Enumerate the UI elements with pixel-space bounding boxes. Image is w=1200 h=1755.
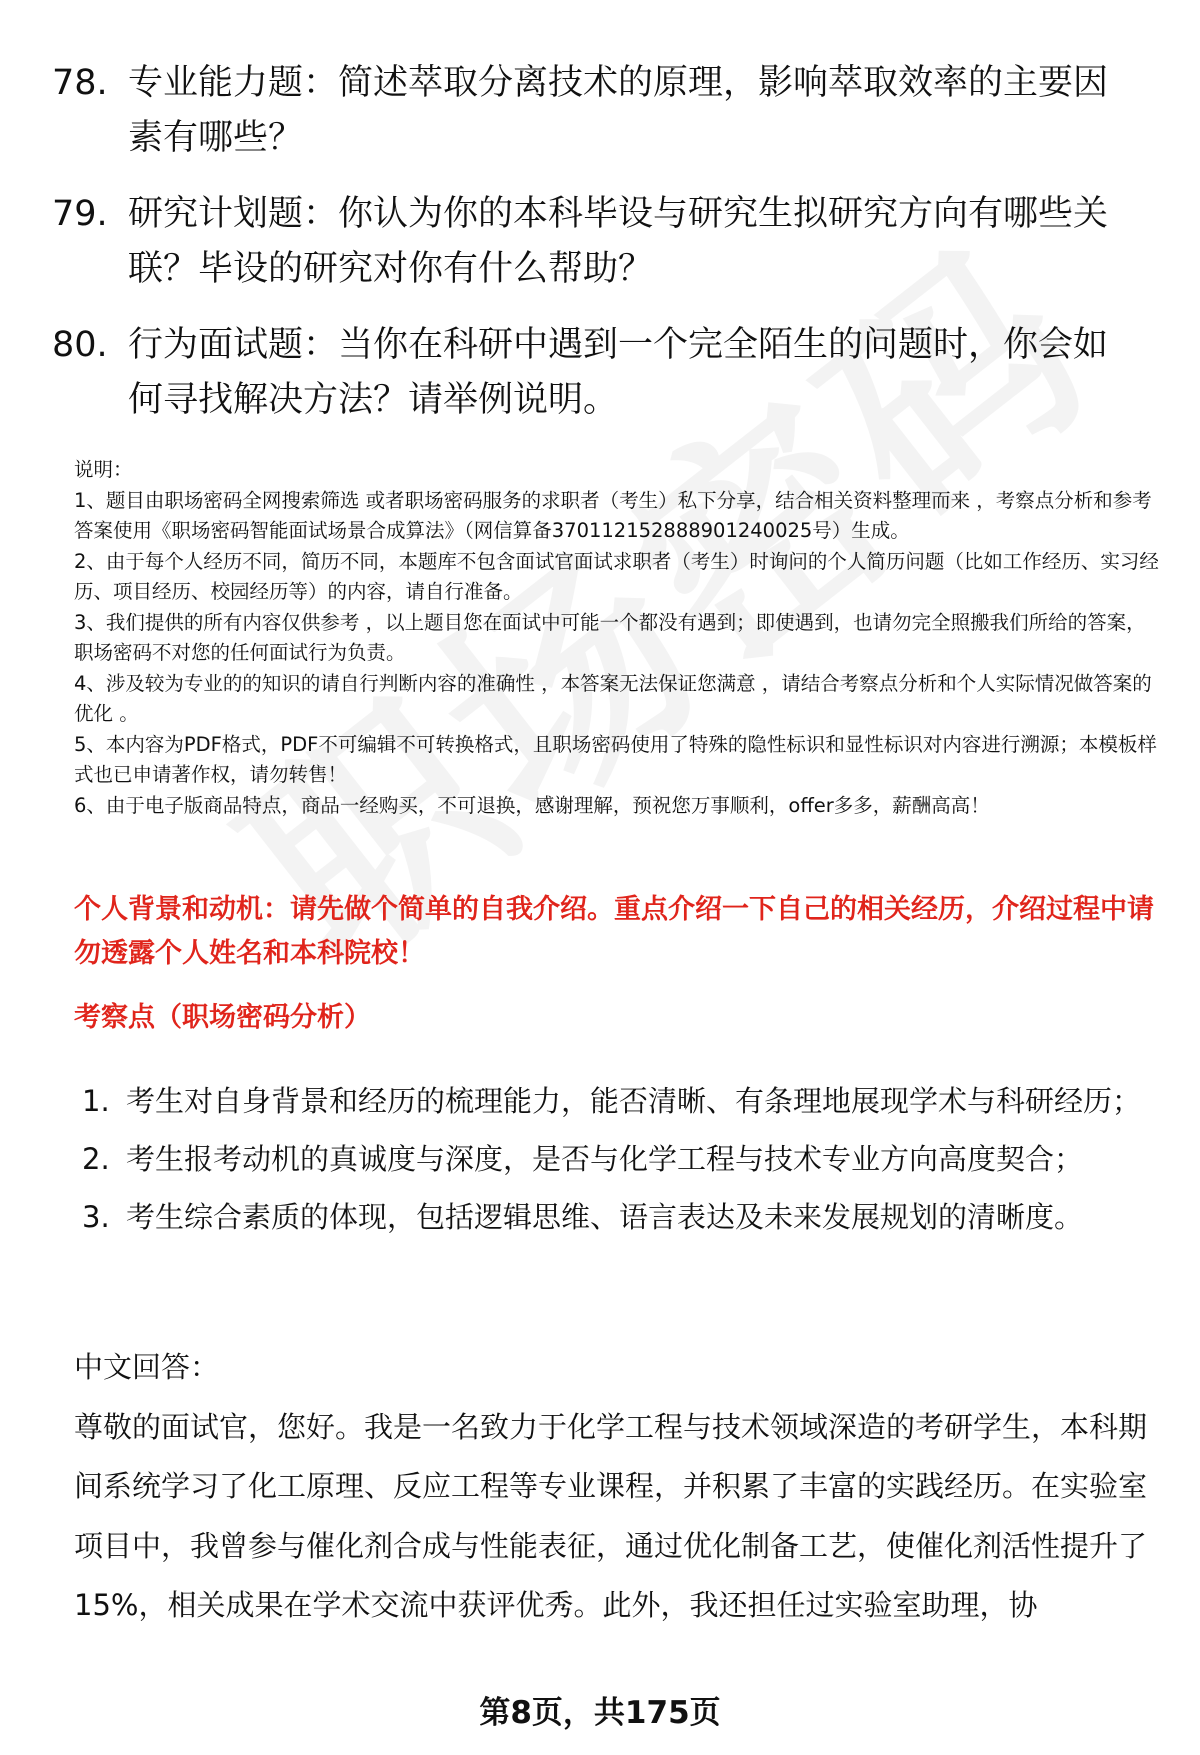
page-footer: 第8页，共175页 xyxy=(479,1695,721,1731)
question-item xyxy=(52,187,1152,297)
answer-section xyxy=(74,1338,1154,1636)
question-list xyxy=(52,56,1152,449)
analysis-points xyxy=(82,1072,1162,1246)
question-item xyxy=(52,318,1152,428)
question-heading: 个人背景和动机：请先做个简单的自我介绍。重点介绍一下自己的相关经历，介绍过程中请勿透露个人姓名和本科院校！ xyxy=(74,894,1154,969)
question-number: 80. xyxy=(52,325,108,365)
note-item: 4、涉及较为专业的的知识的请自行判断内容的准确性 ，本答案无法保证您满意 ，请结合考察点分析和个人实际情况做答案的优化 。 xyxy=(74,671,1152,725)
question-item xyxy=(52,56,1152,166)
note-item: 6、由于电子版商品特点，商品一经购买，不可退换，感谢理解，预祝您万事顺利，offer多多，薪酬高高！ xyxy=(74,793,990,817)
analysis-point xyxy=(82,1188,1162,1246)
point-number: 1. xyxy=(82,1084,110,1118)
answer-label: 中文回答： xyxy=(74,1350,220,1384)
notes-title: 说明： xyxy=(74,458,133,481)
question-text: 研究计划题：你认为你的本科毕设与研究生拟研究方向有哪些关联？毕设的研究对你有什么帮助？ xyxy=(128,194,1109,289)
point-text: 考生综合素质的体现，包括逻辑思维、语言表达及未来发展规划的清晰度。 xyxy=(126,1200,1084,1234)
note-item: 1、题目由职场密码全网搜索筛选 或者职场密码服务的求职者（考生）私下分享，结合相关资料整理而来 ，考察点分析和参考答案使用《职场密码智能面试场景合成算法》（网信算备370112152888901240025号）生成。 xyxy=(74,488,1152,542)
question-text: 行为面试题：当你在科研中遇到一个完全陌生的问题时，你会如何寻找解决方法？请举例说明。 xyxy=(128,325,1109,420)
note-item: 5、本内容为PDF格式，PDF不可编辑不可转换格式，且职场密码使用了特殊的隐性标识和显性标识对内容进行溯源；本模板样式也已申请著作权，请勿转售！ xyxy=(74,732,1157,786)
question-number: 78. xyxy=(52,63,108,103)
point-number: 2. xyxy=(82,1142,110,1176)
analysis-point xyxy=(82,1072,1162,1130)
point-number: 3. xyxy=(82,1200,110,1234)
note-item: 3、我们提供的所有内容仅供参考 ，以上题目您在面试中可能一个都没有遇到；即使遇到，也请勿完全照搬我们所给的答案，职场密码不对您的任何面试行为负责。 xyxy=(74,610,1146,664)
question-number: 79. xyxy=(52,194,108,234)
analysis-heading: 考察点（职场密码分析） xyxy=(74,1002,371,1033)
answer-text: 尊敬的面试官，您好。我是一名致力于化学工程与技术领域深造的考研学生，本科期间系统学习了化工原理、反应工程等专业课程，并积累了丰富的实践经历。在实验室项目中，我曾参与催化剂合成与性能表征，通过优化制备工艺，使催化剂活性提升了15%，相关成果在学术交流中获评优秀。此外，我还担任过实验室助理，协 xyxy=(74,1409,1148,1622)
point-text: 考生报考动机的真诚度与深度，是否与化学工程与技术专业方向高度契合； xyxy=(126,1142,1084,1176)
point-text: 考生对自身背景和经历的梳理能力，能否清晰、有条理地展现学术与科研经历； xyxy=(126,1084,1142,1118)
notes-section xyxy=(74,455,1164,821)
analysis-point xyxy=(82,1130,1162,1188)
note-item: 2、由于每个人经历不同，简历不同，本题库不包含面试官面试求职者（考生）时询问的个人简历问题（比如工作经历、实习经历、项目经历、校园经历等）的内容，请自行准备。 xyxy=(74,549,1159,603)
question-text: 专业能力题：简述萃取分离技术的原理，影响萃取效率的主要因素有哪些？ xyxy=(128,63,1109,158)
